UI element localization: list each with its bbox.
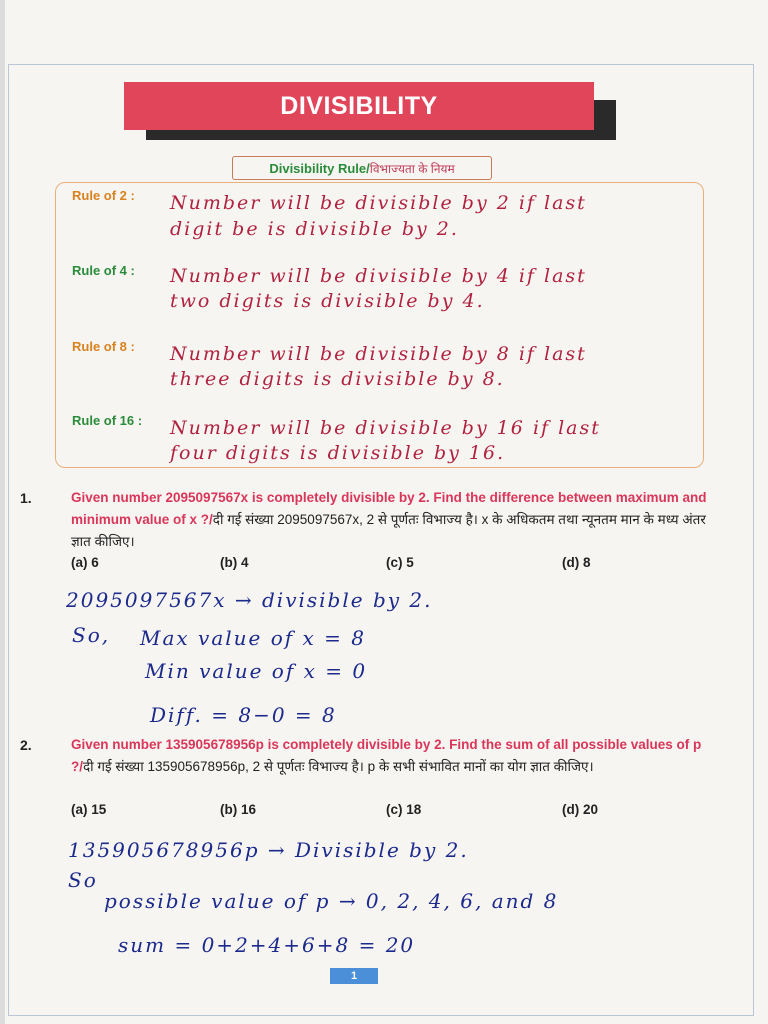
question-number: 2. xyxy=(20,737,32,753)
question-text xyxy=(71,487,707,553)
rule-line: three digits is divisible by 8. xyxy=(170,368,505,390)
option-c: (c) 5 xyxy=(386,555,414,570)
solution-line: Max value of x = 8 xyxy=(140,626,367,650)
solution-line: Min value of x = 0 xyxy=(145,659,368,683)
question-number: 1. xyxy=(20,490,32,506)
question-text-en: Given number 135905678956p is completely divisible by 2. Find the sum of all possible values of p ?/ xyxy=(71,737,702,774)
option-a: (a) 6 xyxy=(71,555,99,570)
solution-line: sum = 0+2+4+6+8 = 20 xyxy=(118,933,416,957)
option-a: (a) 15 xyxy=(71,802,107,817)
option-d: (d) 8 xyxy=(562,555,591,570)
rule-label: Rule of 16 : xyxy=(72,413,143,428)
solution-line: So, xyxy=(72,623,111,647)
option-b: (b) 4 xyxy=(220,555,249,570)
page-number: 1 xyxy=(330,968,378,984)
option-c: (c) 18 xyxy=(386,802,422,817)
question-text-en: Given number 2095097567x is completely divisible by 2. Find the difference between maximum and minimum value of x ?/ xyxy=(71,490,707,527)
question-text-hi: दी गई संख्या 135905678956p, 2 से पूर्णतः विभाज्य है। p के सभी संभावित मानों का योग ज्ञात कीजिए। xyxy=(83,759,594,774)
solution-line: possible value of p → 0, 2, 4, 6, and 8 xyxy=(104,889,559,913)
rule-line: Number will be divisible by 16 if last xyxy=(170,417,601,439)
question-text xyxy=(71,734,707,778)
rule-label: Rule of 8 : xyxy=(72,339,135,354)
question-text-hi: दी गई संख्या 2095097567x, 2 से पूर्णतः विभाज्य है। x के अधिकतम तथा न्यूनतम मान के मध्य अंतर ज्ञात कीजिए। xyxy=(71,512,706,549)
page-title: DIVISIBILITY xyxy=(124,82,594,130)
page-edge xyxy=(0,0,5,1024)
rule-label: Rule of 2 : xyxy=(72,188,135,203)
rule-line: digit be is divisible by 2. xyxy=(170,218,459,240)
rule-label: Rule of 4 : xyxy=(72,263,135,278)
rule-heading-en: Divisibility Rule/ xyxy=(269,160,370,176)
rule-heading xyxy=(232,156,492,180)
rule-line: Number will be divisible by 8 if last xyxy=(170,343,587,365)
solution-line: So xyxy=(68,868,98,892)
option-d: (d) 20 xyxy=(562,802,599,817)
solution-line: Diff. = 8−0 = 8 xyxy=(150,703,337,727)
solution-line: 135905678956p → Divisible by 2. xyxy=(68,838,469,862)
rule-line: Number will be divisible by 4 if last xyxy=(170,265,587,287)
option-b: (b) 16 xyxy=(220,802,257,817)
rule-line: two digits is divisible by 4. xyxy=(170,290,485,312)
rule-line: four digits is divisible by 16. xyxy=(170,442,506,464)
rule-line: Number will be divisible by 2 if last xyxy=(170,192,587,214)
solution-line: 2095097567x → divisible by 2. xyxy=(66,588,433,612)
rule-heading-hi: विभाज्यता के नियम xyxy=(369,161,455,176)
